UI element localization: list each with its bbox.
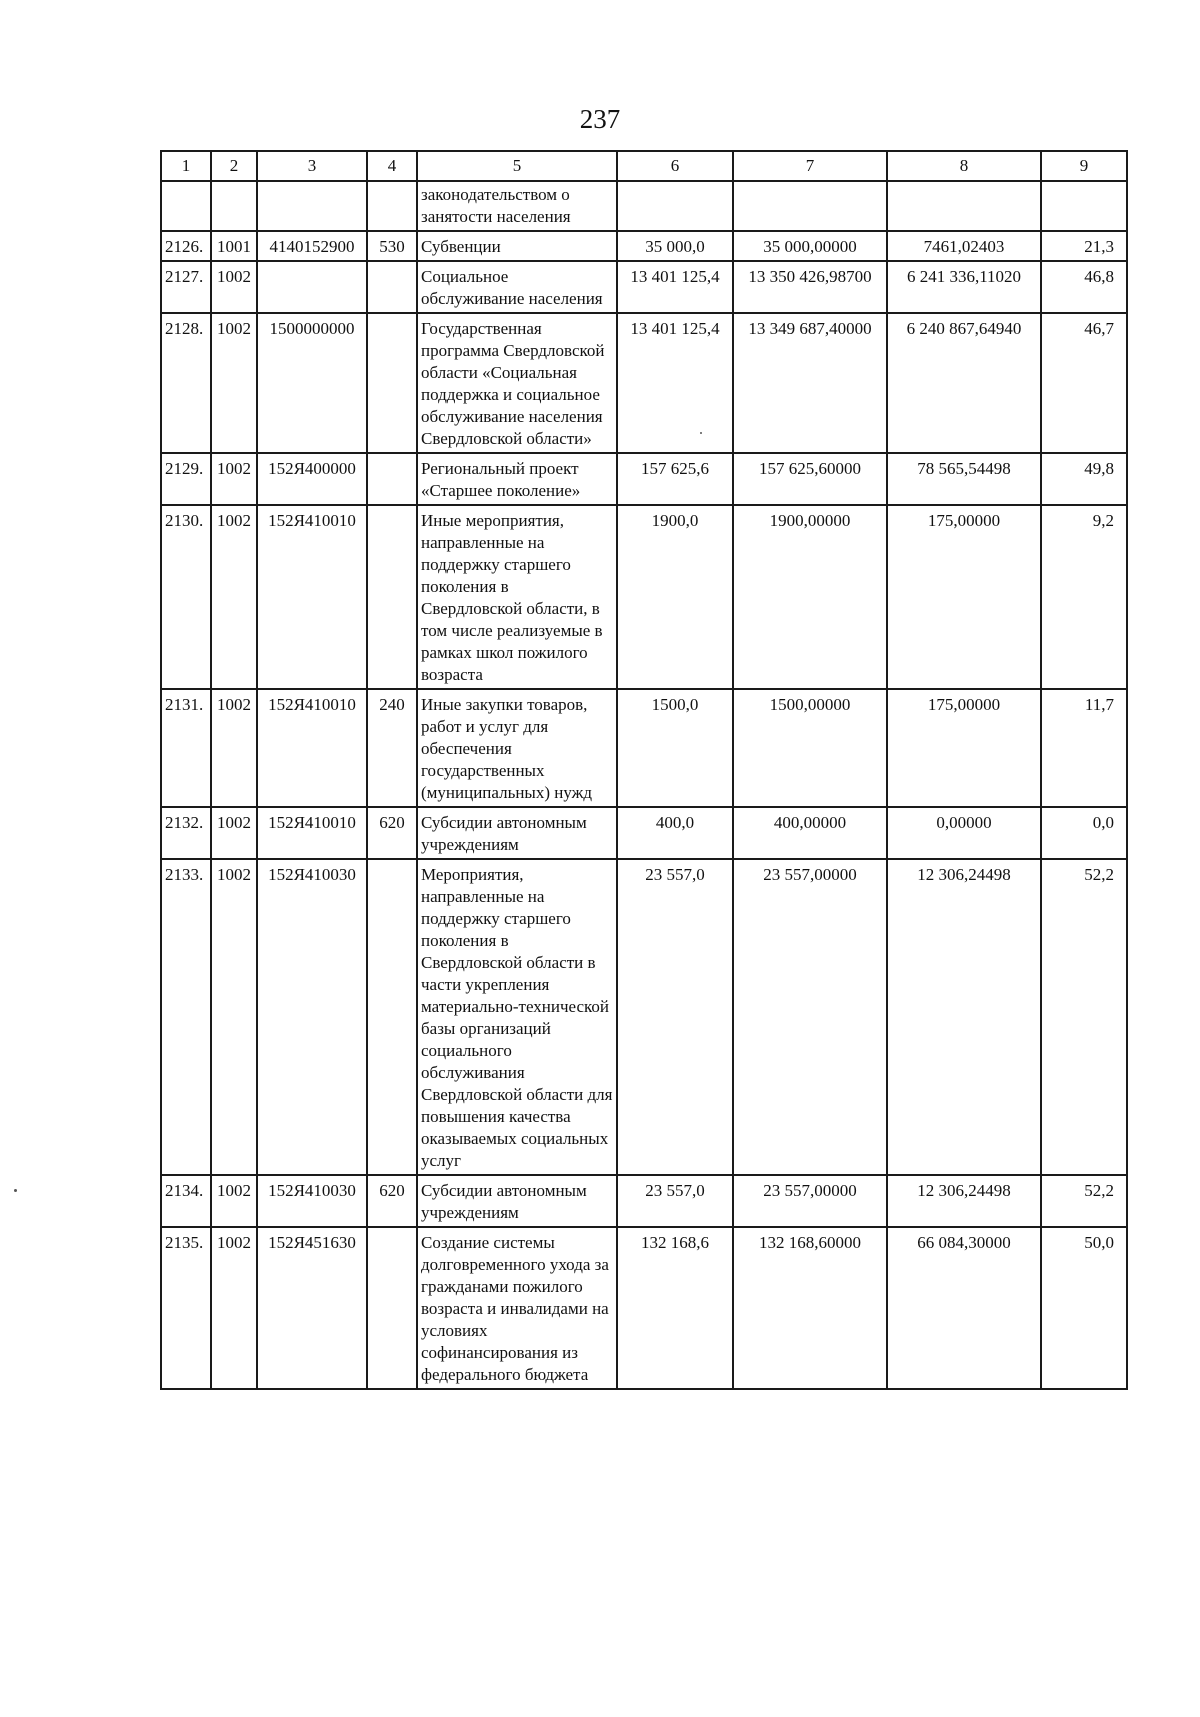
amount-cell: 13 401 125,4	[617, 313, 733, 453]
amount-cell: 23 557,00000	[733, 859, 887, 1175]
row-number-cell: 2131.	[161, 689, 211, 807]
amount-cell: 13 349 687,40000	[733, 313, 887, 453]
amount-cell: 1900,0	[617, 505, 733, 689]
amount-cell: 157 625,6	[617, 453, 733, 505]
amount-cell: 12 306,24498	[887, 1175, 1041, 1227]
target-code-cell	[257, 261, 367, 313]
section-code-cell: 1002	[211, 859, 257, 1175]
amount-cell: 400,0	[617, 807, 733, 859]
amount-cell: 78 565,54498	[887, 453, 1041, 505]
row-number-cell: 2133.	[161, 859, 211, 1175]
section-code-cell	[211, 181, 257, 231]
amount-cell: 6 240 867,64940	[887, 313, 1041, 453]
amount-cell: 23 557,0	[617, 859, 733, 1175]
percent-cell: 49,8	[1041, 453, 1127, 505]
amount-cell: 1900,00000	[733, 505, 887, 689]
amount-cell: 175,00000	[887, 689, 1041, 807]
row-number-cell: 2134.	[161, 1175, 211, 1227]
percent-cell: 52,2	[1041, 859, 1127, 1175]
expense-type-cell	[367, 453, 417, 505]
row-number-cell: 2128.	[161, 313, 211, 453]
row-number-cell: 2135.	[161, 1227, 211, 1389]
amount-cell: 132 168,6	[617, 1227, 733, 1389]
target-code-cell	[257, 181, 367, 231]
target-code-cell: 152Я410030	[257, 859, 367, 1175]
amount-cell: 23 557,0	[617, 1175, 733, 1227]
amount-cell: 13 401 125,4	[617, 261, 733, 313]
table-row	[161, 505, 1127, 689]
table-row	[161, 313, 1127, 453]
amount-cell: 12 306,24498	[887, 859, 1041, 1175]
percent-cell: 9,2	[1041, 505, 1127, 689]
description-cell: законодательством о занятости населения	[417, 181, 617, 231]
target-code-cell: 152Я451630	[257, 1227, 367, 1389]
description-cell: Региональный проект «Старшее поколение»	[417, 453, 617, 505]
description-cell: Социальное обслуживание населения	[417, 261, 617, 313]
target-code-cell: 152Я400000	[257, 453, 367, 505]
amount-cell	[887, 181, 1041, 231]
section-code-cell: 1002	[211, 1175, 257, 1227]
target-code-cell: 1500000000	[257, 313, 367, 453]
row-number-cell: 2130.	[161, 505, 211, 689]
amount-cell: 13 350 426,98700	[733, 261, 887, 313]
table-row	[161, 453, 1127, 505]
amount-cell: 35 000,00000	[733, 231, 887, 261]
header-cell: 7	[733, 151, 887, 181]
section-code-cell: 1001	[211, 231, 257, 261]
scan-dot	[700, 432, 702, 434]
table-row	[161, 1175, 1127, 1227]
expense-type-cell	[367, 859, 417, 1175]
expense-type-cell: 240	[367, 689, 417, 807]
description-cell: Субсидии автономным учреждениям	[417, 807, 617, 859]
table-row	[161, 231, 1127, 261]
expense-type-cell	[367, 181, 417, 231]
page-number: 237	[579, 104, 621, 134]
description-cell: Субвенции	[417, 231, 617, 261]
section-code-cell: 1002	[211, 689, 257, 807]
amount-cell: 1500,0	[617, 689, 733, 807]
expense-type-cell	[367, 261, 417, 313]
description-cell: Мероприятия, направленные на поддержку старшего поколения в Свердловской области в части укрепления материально-технической базы организаций социального обслуживания Свердловской области для повышения качества оказываемых социальных услуг	[417, 859, 617, 1175]
table-row	[161, 689, 1127, 807]
table-header-row	[161, 151, 1127, 181]
header-cell: 1	[161, 151, 211, 181]
amount-cell: 157 625,60000	[733, 453, 887, 505]
target-code-cell: 152Я410010	[257, 689, 367, 807]
description-cell: Иные мероприятия, направленные на поддержку старшего поколения в Свердловской области, в том числе реализуемые в рамках школ пожилого возраста	[417, 505, 617, 689]
table-row-continuation	[161, 181, 1127, 231]
amount-cell: 7461,02403	[887, 231, 1041, 261]
row-number-cell: 2126.	[161, 231, 211, 261]
row-number-cell: 2129.	[161, 453, 211, 505]
amount-cell: 6 241 336,11020	[887, 261, 1041, 313]
description-cell: Субсидии автономным учреждениям	[417, 1175, 617, 1227]
section-code-cell: 1002	[211, 807, 257, 859]
percent-cell: 46,7	[1041, 313, 1127, 453]
section-code-cell: 1002	[211, 505, 257, 689]
table-row	[161, 261, 1127, 313]
expense-type-cell: 620	[367, 1175, 417, 1227]
amount-cell: 1500,00000	[733, 689, 887, 807]
expense-type-cell: 620	[367, 807, 417, 859]
percent-cell: 11,7	[1041, 689, 1127, 807]
description-cell: Иные закупки товаров, работ и услуг для обеспечения государственных (муниципальных) нужд	[417, 689, 617, 807]
amount-cell: 0,00000	[887, 807, 1041, 859]
header-cell: 6	[617, 151, 733, 181]
header-cell: 2	[211, 151, 257, 181]
section-code-cell: 1002	[211, 1227, 257, 1389]
header-cell: 8	[887, 151, 1041, 181]
percent-cell: 52,2	[1041, 1175, 1127, 1227]
amount-cell: 35 000,0	[617, 231, 733, 261]
row-number-cell	[161, 181, 211, 231]
amount-cell: 132 168,60000	[733, 1227, 887, 1389]
description-cell: Создание системы долговременного ухода за гражданами пожилого возраста и инвалидами на условиях софинансирования из федерального бюджета	[417, 1227, 617, 1389]
expense-type-cell: 530	[367, 231, 417, 261]
budget-table	[160, 150, 1128, 1390]
amount-cell	[733, 181, 887, 231]
section-code-cell: 1002	[211, 313, 257, 453]
percent-cell: 21,3	[1041, 231, 1127, 261]
table-row	[161, 859, 1127, 1175]
section-code-cell: 1002	[211, 453, 257, 505]
percent-cell: 0,0	[1041, 807, 1127, 859]
expense-type-cell	[367, 505, 417, 689]
amount-cell: 400,00000	[733, 807, 887, 859]
target-code-cell: 4140152900	[257, 231, 367, 261]
section-code-cell: 1002	[211, 261, 257, 313]
target-code-cell: 152Я410010	[257, 505, 367, 689]
percent-cell	[1041, 181, 1127, 231]
target-code-cell: 152Я410010	[257, 807, 367, 859]
amount-cell: 66 084,30000	[887, 1227, 1041, 1389]
header-cell: 4	[367, 151, 417, 181]
table-row	[161, 1227, 1127, 1389]
amount-cell: 175,00000	[887, 505, 1041, 689]
table-row	[161, 807, 1127, 859]
row-number-cell: 2132.	[161, 807, 211, 859]
expense-type-cell	[367, 1227, 417, 1389]
percent-cell: 50,0	[1041, 1227, 1127, 1389]
target-code-cell: 152Я410030	[257, 1175, 367, 1227]
amount-cell: 23 557,00000	[733, 1175, 887, 1227]
header-cell: 9	[1041, 151, 1127, 181]
header-cell: 5	[417, 151, 617, 181]
row-number-cell: 2127.	[161, 261, 211, 313]
scan-dot	[14, 1189, 17, 1192]
percent-cell: 46,8	[1041, 261, 1127, 313]
expense-type-cell	[367, 313, 417, 453]
header-cell: 3	[257, 151, 367, 181]
amount-cell	[617, 181, 733, 231]
description-cell: Государственная программа Свердловской области «Социальная поддержка и социальное обслуживание населения Свердловской области»	[417, 313, 617, 453]
